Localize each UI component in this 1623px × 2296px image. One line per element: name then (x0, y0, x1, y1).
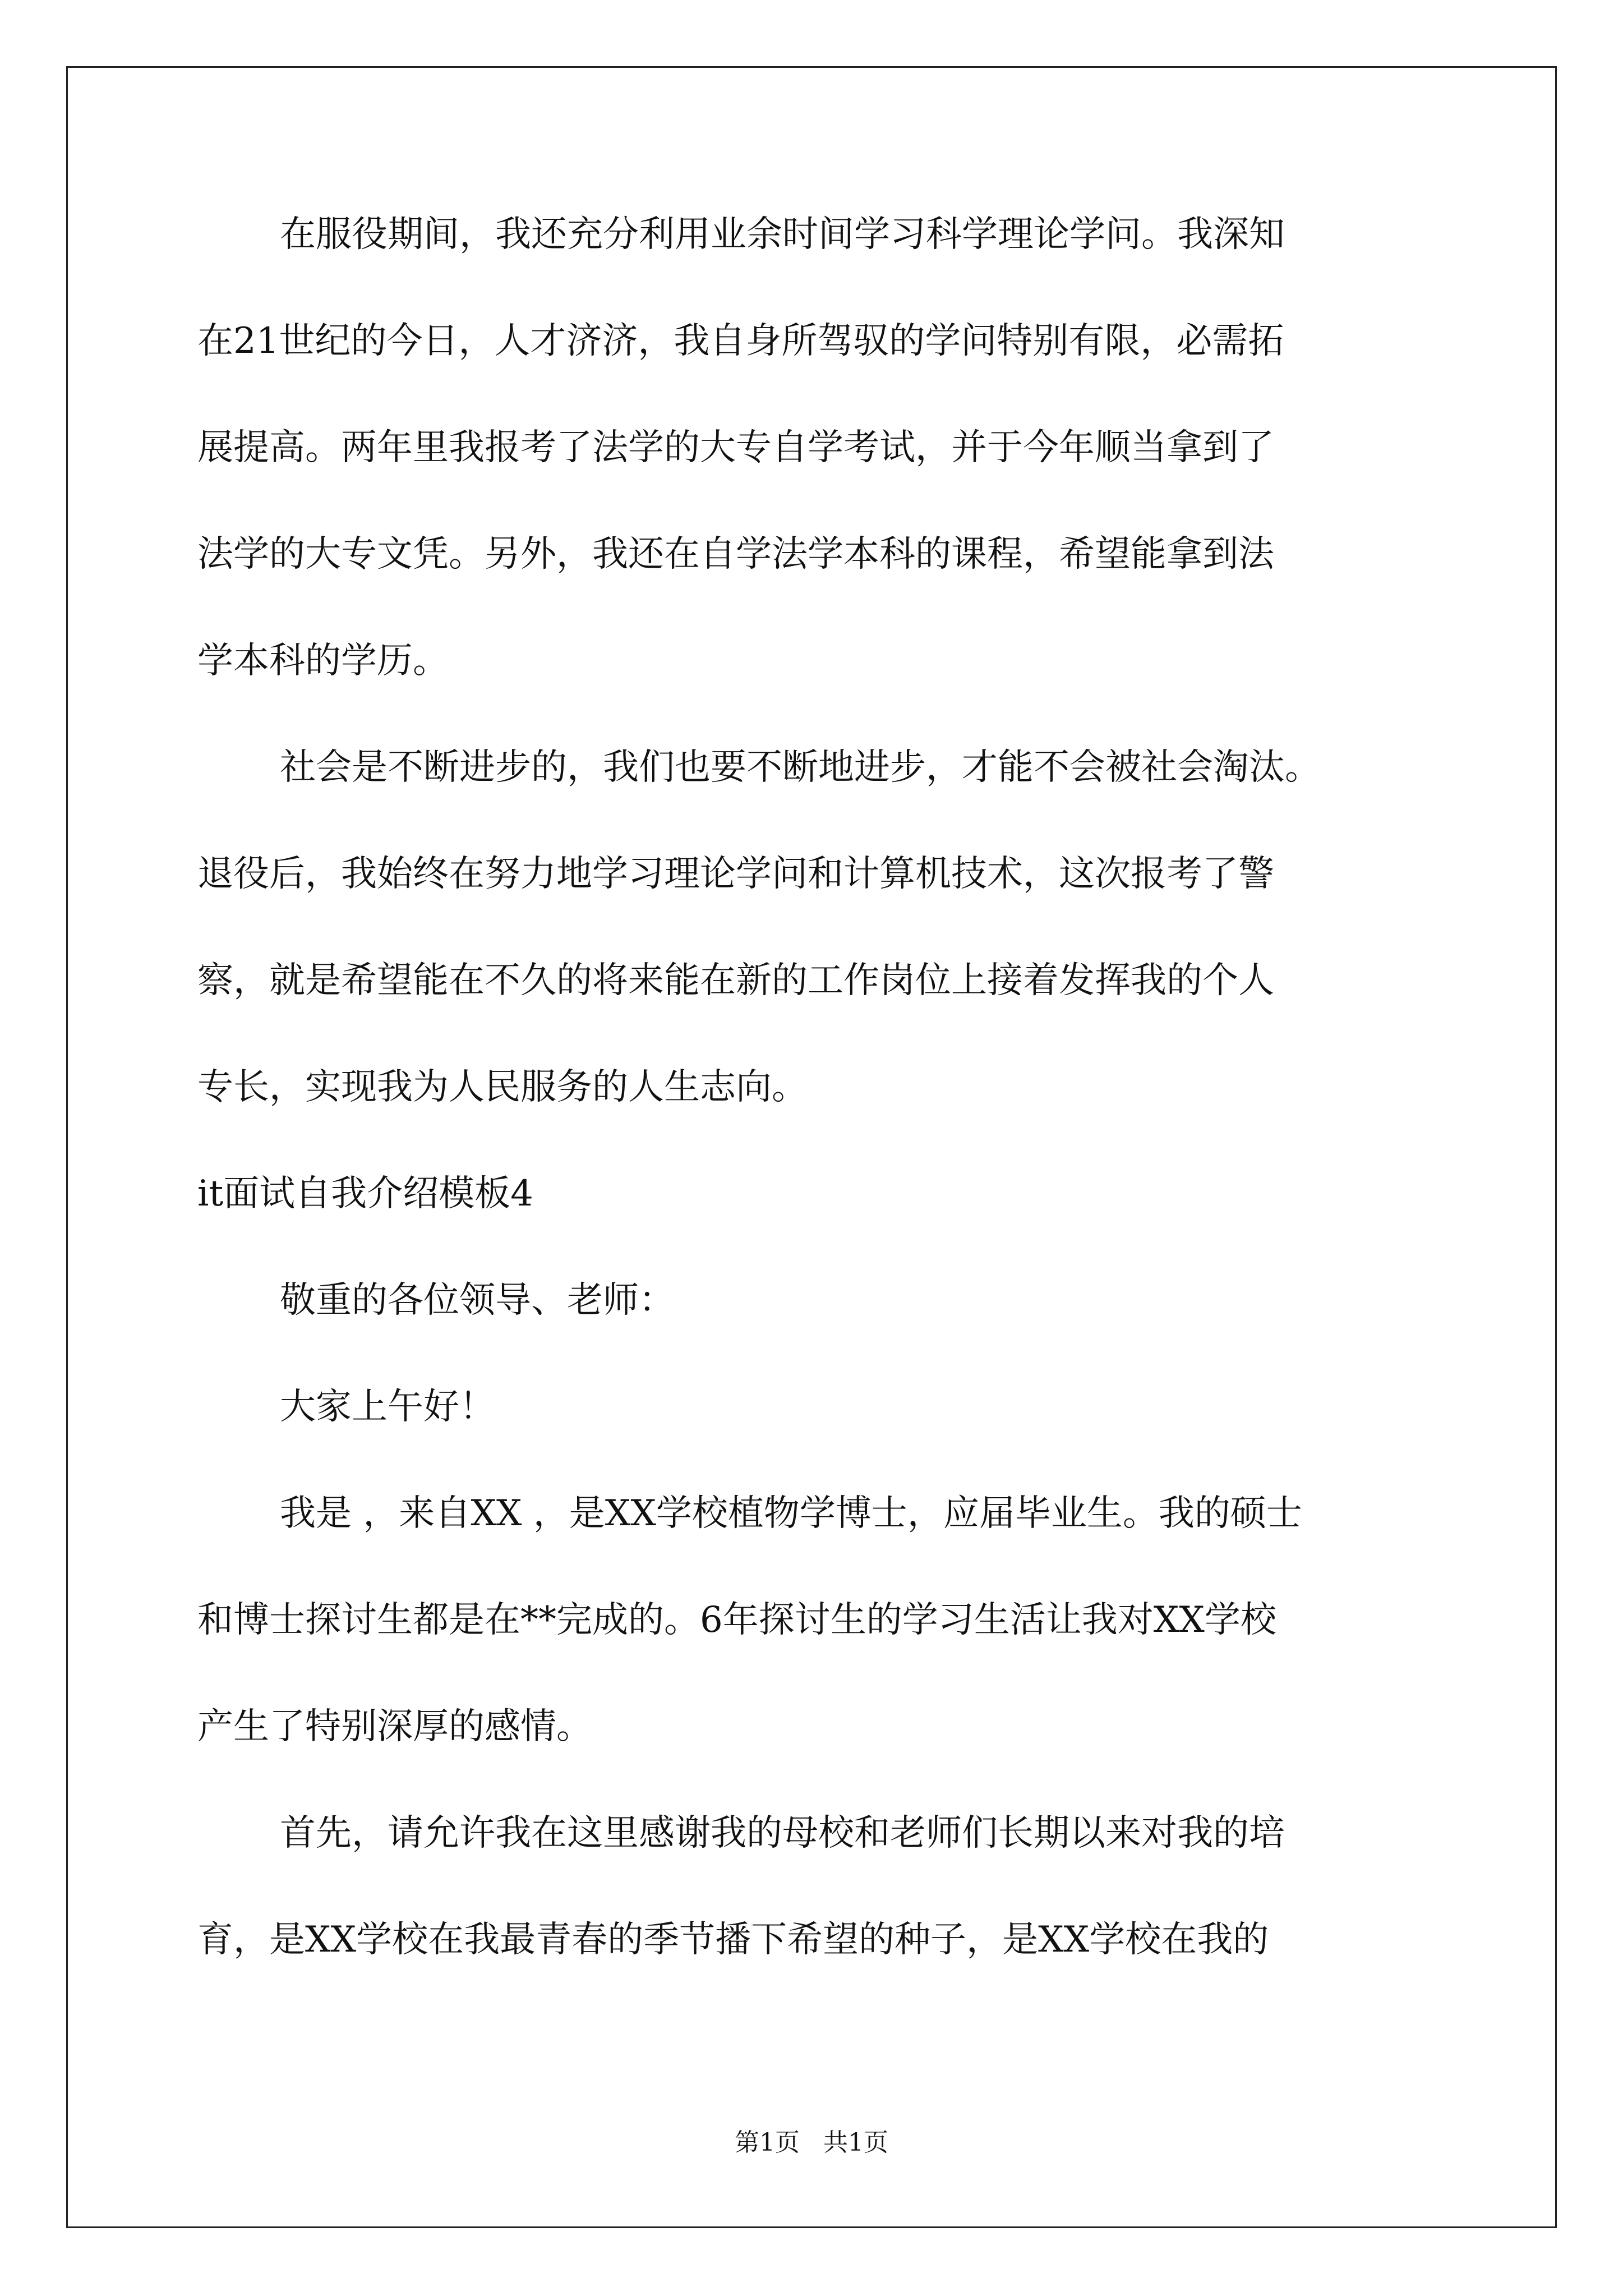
paragraph-line: 退役后，我始终在努力地学习理论学问和计算机技术，这次报考了警 (197, 853, 1274, 895)
paragraph-line: 在服役期间，我还充分利用业余时间学习科学理论学问。我深知 (280, 214, 1285, 255)
page-border (66, 66, 1557, 2228)
paragraph-line: 我是 ，来自XX ，是XX学校植物学博士，应届毕业生。我的硕士 (280, 1493, 1302, 1534)
paragraph-line: 学本科的学历。 (197, 640, 449, 682)
paragraph-line: 在21世纪的今日，人才济济，我自身所驾驭的学问特别有限，必需拓 (197, 320, 1284, 362)
salutation: 敬重的各位领导、老师： (280, 1280, 675, 1321)
greeting: 大家上午好！ (280, 1386, 495, 1428)
paragraph-line: 专长，实现我为人民服务的人生志向。 (197, 1066, 808, 1108)
paragraph-line: 产生了特别深厚的感情。 (197, 1706, 592, 1747)
paragraph-line: 察，就是希望能在不久的将来能在新的工作岗位上接着发挥我的个人 (197, 960, 1274, 1001)
paragraph-line: 展提高。两年里我报考了法学的大专自学考试，并于今年顺当拿到了 (197, 427, 1274, 468)
page-number: 第1页 (735, 2128, 800, 2157)
page-total: 共1页 (823, 2128, 888, 2157)
paragraph-line: 育，是XX学校在我最青春的季节播下希望的种子，是XX学校在我的 (197, 1919, 1269, 1961)
paragraph-line: 和博士探讨生都是在**完成的。6年探讨生的学习生活让我对XX学校 (197, 1599, 1276, 1641)
section-heading: it面试自我介绍模板4 (197, 1173, 533, 1214)
paragraph-line: 法学的大专文凭。另外，我还在自学法学本科的课程，希望能拿到法 (197, 533, 1274, 575)
page-footer (0, 2122, 1623, 2158)
paragraph-line: 社会是不断进步的，我们也要不断地进步，才能不会被社会淘汰。 (280, 747, 1321, 788)
paragraph-line: 首先，请允许我在这里感谢我的母校和老师们长期以来对我的培 (280, 1812, 1285, 1854)
